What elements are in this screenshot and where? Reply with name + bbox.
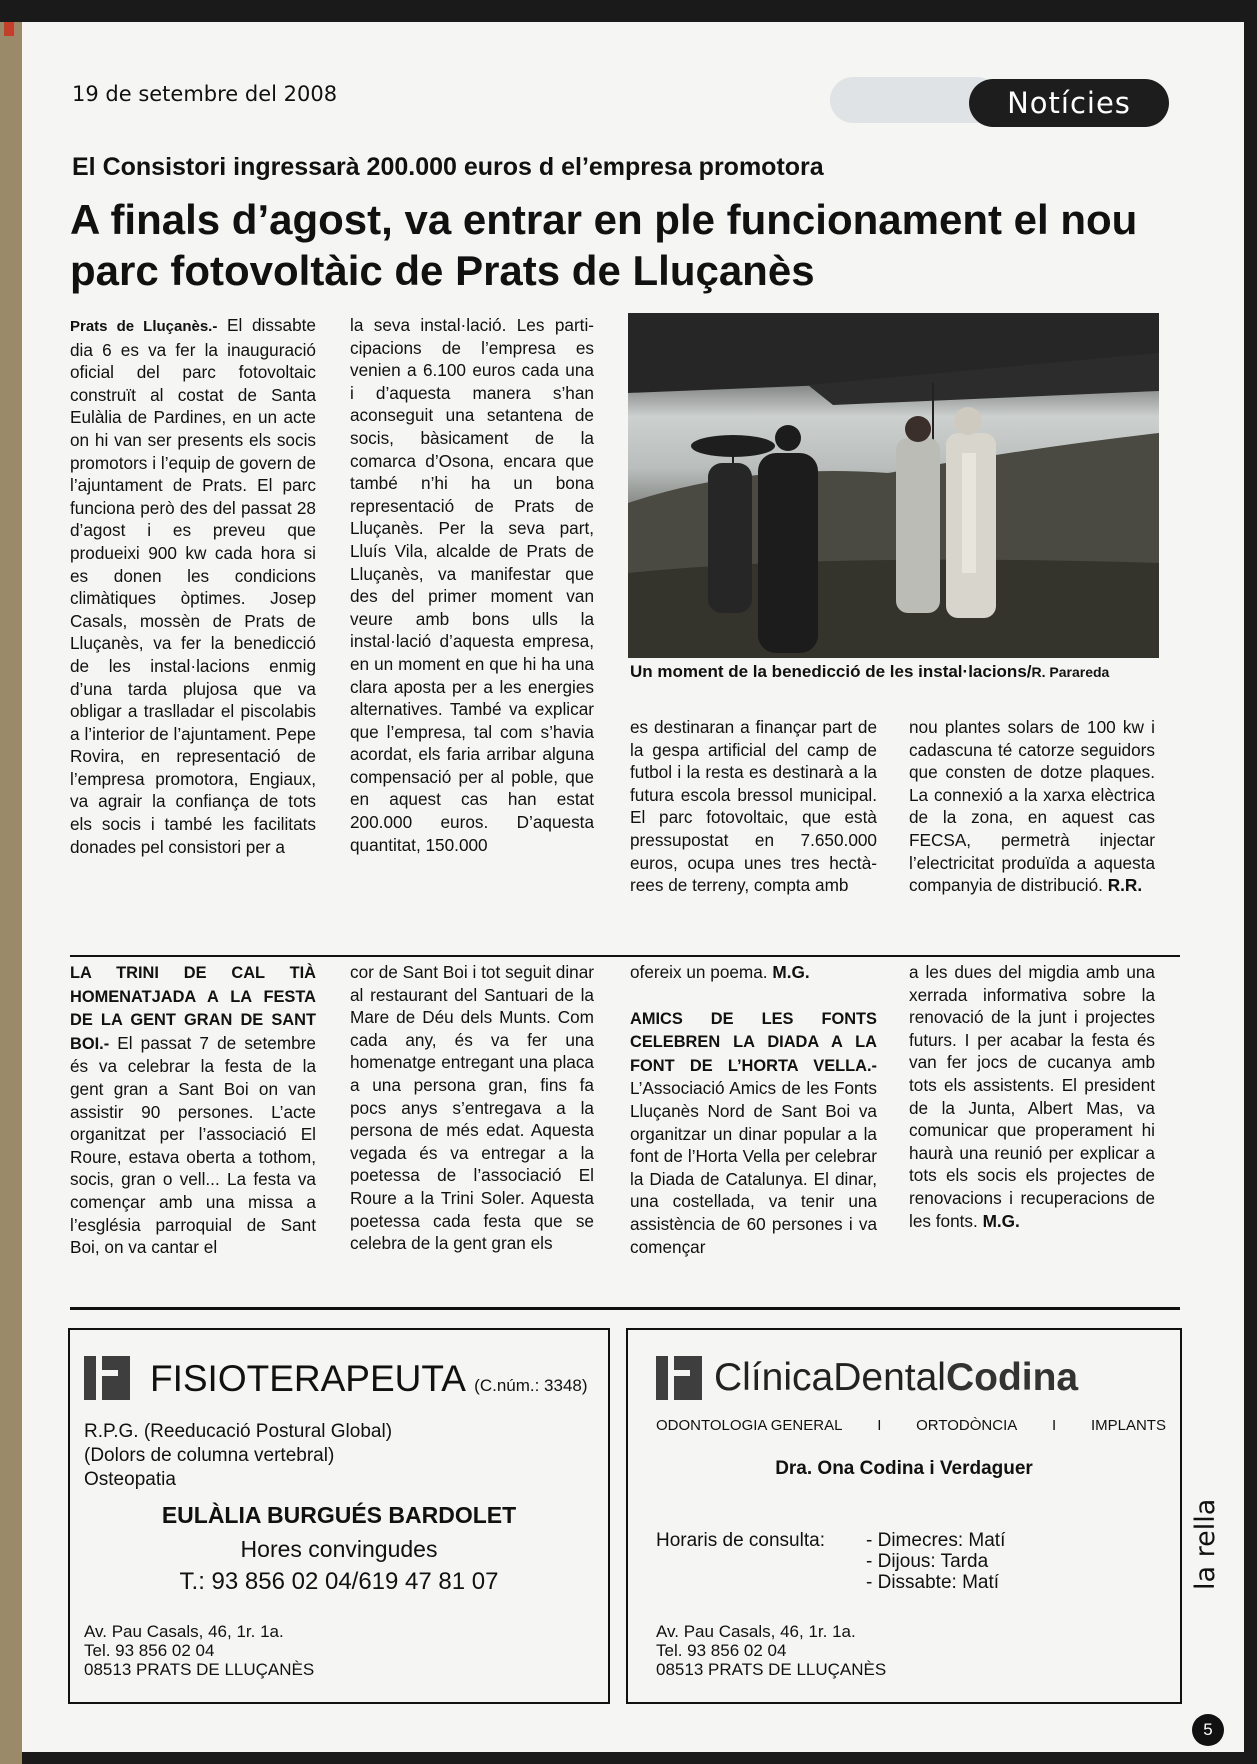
service-item: ORTODÒNCIA [916, 1417, 1018, 1434]
ad-physiotherapist [68, 1328, 610, 1704]
article2-text1: El passat 7 de setembre és va celebrar la festa de la gent gran a Sant Boi on van assistir 90 persones. L’acte organitzat per l’associació El Roure, estava oberta a tothom, socis, gran o vell... La festa va començar amb una missa a l’església parroquial de Sant Boi, on va cantar el [70, 1032, 316, 1258]
ad-hours: Hores convingudes [240, 1536, 438, 1562]
article3-text3: L’Associació Amics de les Fonts Lluçanès Nord de Sant Boi va organitzar un dinar popular a la font de l’Horta Vella per celebrar la Diada de Catalunya. El dinar, una costellada, va tenir una assistència de 60 persones i va començar [630, 1078, 877, 1257]
ad-title [150, 1358, 588, 1400]
ad-address [84, 1622, 314, 1679]
article1-column4 [909, 716, 1155, 897]
article2-text3: ofereix un poema. [630, 962, 768, 982]
issue-date: 19 de setembre del 2008 [72, 82, 338, 106]
article1-text1: El dissabte dia 6 es va fer la inauguració oficial del parc fotovoltaic construït al costat de Santa Eulàlia de Pardines, en un acte on hi van ser presents els socis promotors i l’equip de govern de l’ajuntament de Prats. El parc funciona però des del passat 28 d’agost i es preveu que produeixi 900 kw cada hora si es donen les condicions climàtiques òptimes. Josep Casals, mossèn de Prats de Lluçanès, va fer la benedicció de les instal·lacions enmig d’una tarda plujosa que va obligar a traslladar el piscolabis a l’interior de l’ajuntament. Pepe Rovira, en representació de l’empresa promotora, Engiaux, va agrair la confiança de tots els socis i també les facilitats donades pel consistori per a [70, 315, 316, 857]
article1-place: Prats de Lluçanès.- [70, 318, 218, 335]
service-item: ODONTOLOGIA GENERAL [656, 1417, 843, 1434]
hours-line: - Dissabte: Matí [866, 1572, 1000, 1593]
article2-signature: M.G. [772, 962, 810, 982]
ad-services [84, 1420, 392, 1492]
clinic-logo-icon [656, 1356, 702, 1400]
hours-line: - Dimecres: Matí [866, 1530, 1006, 1551]
photo-credit: R. Parareda [1031, 664, 1110, 680]
ad-title-b: Codina [945, 1356, 1079, 1399]
service-line: R.P.G. (Reeducació Postural Global) [84, 1421, 393, 1442]
hours-label: Horaris de consulta: [656, 1530, 825, 1551]
ad-title [714, 1356, 1078, 1400]
doctor-name: Dra. Ona Codina i Verdaguer [775, 1458, 1033, 1479]
service-item: IMPLANTS [1090, 1417, 1166, 1434]
address-line: 08513 PRATS DE LLUÇANÈS [656, 1660, 887, 1679]
ad-phone: T.: 93 856 02 04/619 47 81 07 [179, 1568, 499, 1595]
article3-text4: a les dues del migdia amb una xerrada informativa sobre la renovació de la junt i projectes futurs. I per acabar la festa és van fer jocs de cucanya amb tots els assistents. El president de la Junta, Albert Mas, va comunicar que properament hi haurà una reunió per explicar a tots els socis els projectes de renovacions i recuperacions de les fonts. [909, 962, 1155, 1231]
hours-line: - Dijous: Tarda [866, 1551, 989, 1572]
photo-scene [628, 313, 1159, 658]
separator: I [877, 1417, 882, 1434]
page-spine [0, 22, 22, 1764]
address-line: Tel. 93 856 02 04 [84, 1641, 215, 1660]
ad-title-a: ClínicaDental [714, 1356, 946, 1399]
clinic-logo-icon [84, 1356, 130, 1400]
service-line: Osteopatia [84, 1469, 176, 1490]
practitioner-name: EULÀLIA BURGUÉS BARDOLET [161, 1502, 517, 1528]
newspaper-page [22, 22, 1244, 1752]
article3-signature: M.G. [982, 1210, 1020, 1231]
ad-dental-clinic [626, 1328, 1182, 1704]
article1-column3 [630, 716, 877, 897]
article1-signature: R.R. [1107, 875, 1143, 896]
article1-photo [628, 313, 1159, 658]
article2-text2: cor de Sant Boi i tot seguit dinar al restaurant del Santuari de la Mare de Déu dels Munts. Com cada any, és va fer una homenatge entregant una placa a una persona gran, fins fa pocs anys s’entregava a la persona de més edat. Aquesta vegada és va entregar a la poetessa de l’associació El Roure a la Trini Soler. Aquesta poetessa cada festa que se celebra de la gent gran els [350, 962, 594, 1254]
article2-column1 [70, 961, 316, 1259]
article3-column4 [909, 961, 1155, 1232]
article1-text2: la seva instal·lació. Les participacions de l’empresa es venien a 6.100 euros cada una i d’aquesta manera s’han aconseguit una setantena de socis, bàsicament de la comarca d’Osona, encara que també n’hi ha un bona representació de Prats de Lluçanès. Per la seva part, Lluís Vila, alcalde de Prats de Lluçanès, va manifestar que des del primer moment van veure amb bons ulls la instal·lació d’aquesta empresa, en un moment en que hi ha una clara aposta per a les energies alternatives. També va explicar que l’empresa, tal com s’havia acordat, els faria arribar alguna compensació per al poble, que en aquest cas han estat 200.000 euros. D’aquesta quantitat, 150.000 [350, 315, 594, 855]
article1-text3: es destinaran a finançar part de la gespa artificial del camp de futbol i la resta es destinarà a la futura escola bressol municipal. El parc fotovoltaic, que està pressupostat en 7.650.000 euros, ocupa unes tres hectàrees de terreny, compta amb [630, 717, 877, 896]
address-line: Av. Pau Casals, 46, 1r. 1a. [84, 1622, 284, 1641]
divider [70, 955, 1180, 957]
article1-column1 [70, 314, 316, 858]
page-number: 5 [1192, 1714, 1224, 1746]
address-line: 08513 PRATS DE LLUÇANÈS [84, 1660, 315, 1679]
separator: I [1052, 1417, 1057, 1434]
article2-3-column3 [630, 961, 877, 1258]
article3-heading: AMICS DE LES FONTS CELEBREN LA DIADA A LA FONT DE L’HORTA VELLA.- [630, 1009, 877, 1075]
article1-column2 [350, 314, 594, 856]
service-line: (Dolors de columna vertebral) [84, 1445, 335, 1466]
article-headline: A finals d’agost, va entrar en ple funcionament el nou parc fotovoltàic de Prats de Lluçanès [70, 196, 1138, 294]
ad-registration: (C.núm.: 3348) [474, 1376, 588, 1395]
photo-caption [630, 662, 1109, 682]
ad-title-text: FISIOTERAPEUTA [150, 1358, 464, 1399]
divider [70, 1307, 1180, 1310]
ad-address [656, 1622, 886, 1679]
hours-list [866, 1530, 1005, 1593]
article-kicker: El Consistori ingressarà 200.000 euros d el’empresa promotora [72, 153, 824, 181]
publication-brand: la rella [1190, 1498, 1221, 1590]
caption-text: Un moment de la benedicció de les instal·lacions/ [630, 662, 1032, 681]
article2-heading: LA TRINI DE CAL TIÀ HOMENATJADA A LA FESTA DE LA GENT GRAN DE SANT BOI.- [70, 964, 316, 1053]
address-line: Tel. 93 856 02 04 [656, 1641, 787, 1660]
article1-text4: nou plantes solars de 100 kw i cadascuna té catorze seguidors que consten de dotze plaques. La connexió a la xarxa elèctrica de la zona, en aquest cas FECSA, permetrà injectar l’electricitat produïda a aquesta companyia de distribució. [909, 717, 1155, 896]
section-label: Notícies [969, 79, 1169, 127]
ad-services [656, 1417, 1166, 1434]
article2-column2 [350, 961, 594, 1255]
address-line: Av. Pau Casals, 46, 1r. 1a. [656, 1622, 856, 1641]
